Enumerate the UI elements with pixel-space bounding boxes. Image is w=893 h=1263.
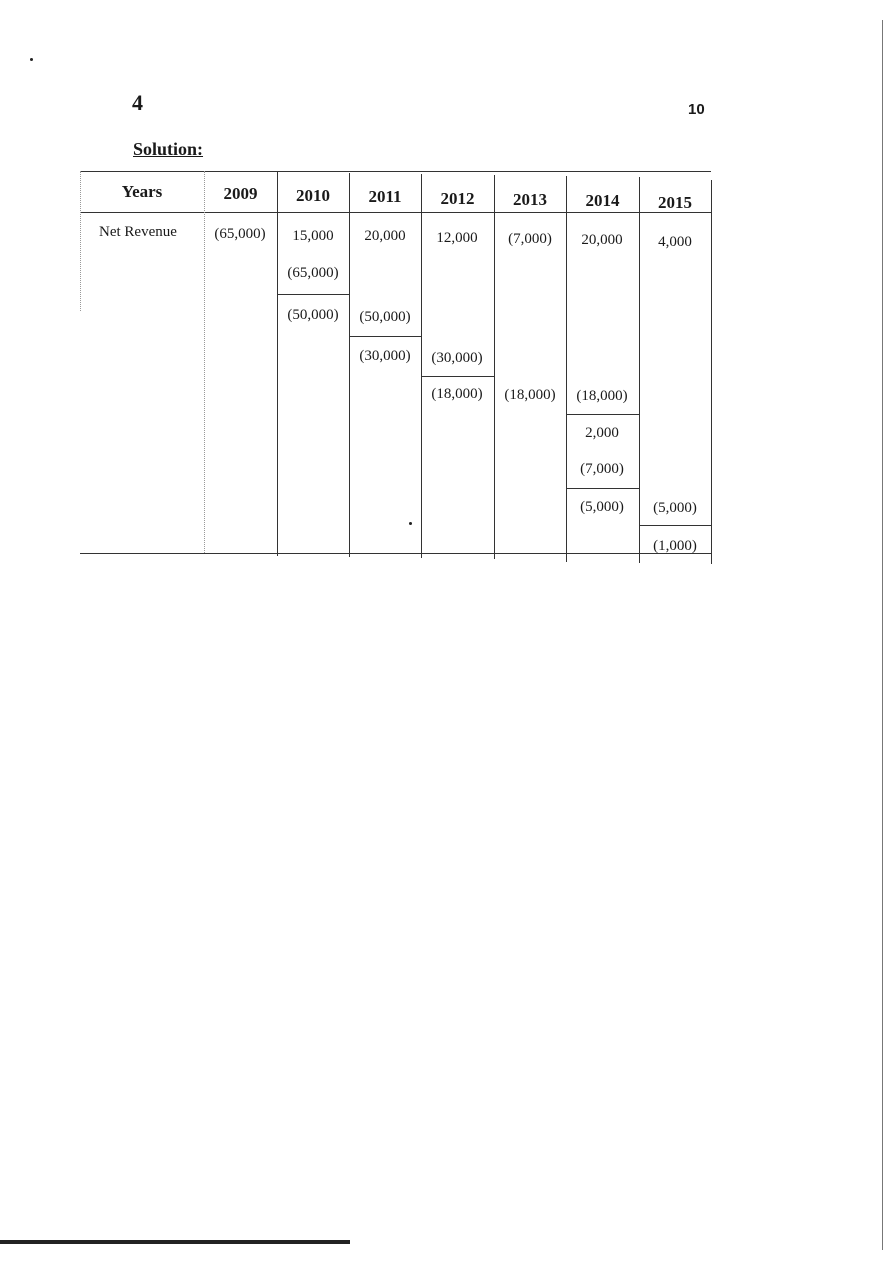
cell-2014-2: (18,000) [576,388,628,404]
question-number: 4 [132,90,143,115]
table-right-border [711,180,712,564]
header-2009: 2009 [223,184,258,203]
cell-2011-3: (30,000) [359,348,411,364]
subtotal-rule-2014a [566,414,639,415]
cell-2012-3: (18,000) [431,386,483,402]
header-2010: 2010 [296,186,330,205]
scan-bottom-bar [0,1240,350,1244]
page-number: 10 [688,101,705,118]
subtotal-rule-2015 [639,525,711,526]
cell-2010-2: (65,000) [287,265,339,281]
cell-2015-3: (1,000) [653,538,697,554]
subtotal-rule-2012 [421,376,494,377]
header-2015: 2015 [658,193,692,212]
subtotal-rule-2011 [349,336,421,337]
cell-2011-2: (50,000) [359,309,411,325]
header-years: Years [121,182,163,201]
header-2011: 2011 [368,187,402,206]
table-bottom-border [80,553,712,554]
table-left-border [80,171,81,311]
cell-2014-1: 20,000 [581,232,623,248]
cell-2013-1: (7,000) [508,231,552,247]
cell-2014-4: (7,000) [580,461,624,477]
solution-heading: Solution: [133,139,204,159]
header-divider [80,212,711,213]
cell-2013-2: (18,000) [504,387,556,403]
cell-2015-2: (5,000) [653,500,697,516]
subtotal-rule-2010 [277,294,349,295]
cell-2010-1: 15,000 [292,228,334,244]
subtotal-rule-2014b [566,488,639,489]
table-top-border [80,171,711,172]
cell-2011-1: 20,000 [364,228,406,244]
cell-2012-2: (30,000) [431,350,483,366]
row-label-net-revenue: Net Revenue [99,224,177,240]
scan-page-edge [882,20,883,1250]
scan-speck [409,522,412,525]
header-2014: 2014 [585,191,620,210]
cell-2015-1: 4,000 [658,234,692,250]
cell-2010-3: (50,000) [287,307,339,323]
header-2013: 2013 [513,190,547,209]
cell-2012-1: 12,000 [436,230,478,246]
cell-2014-3: 2,000 [585,425,619,441]
scan-speck [30,58,33,61]
cell-2014-5: (5,000) [580,499,624,515]
header-2012: 2012 [440,189,475,208]
cell-2009-1: (65,000) [214,226,266,242]
